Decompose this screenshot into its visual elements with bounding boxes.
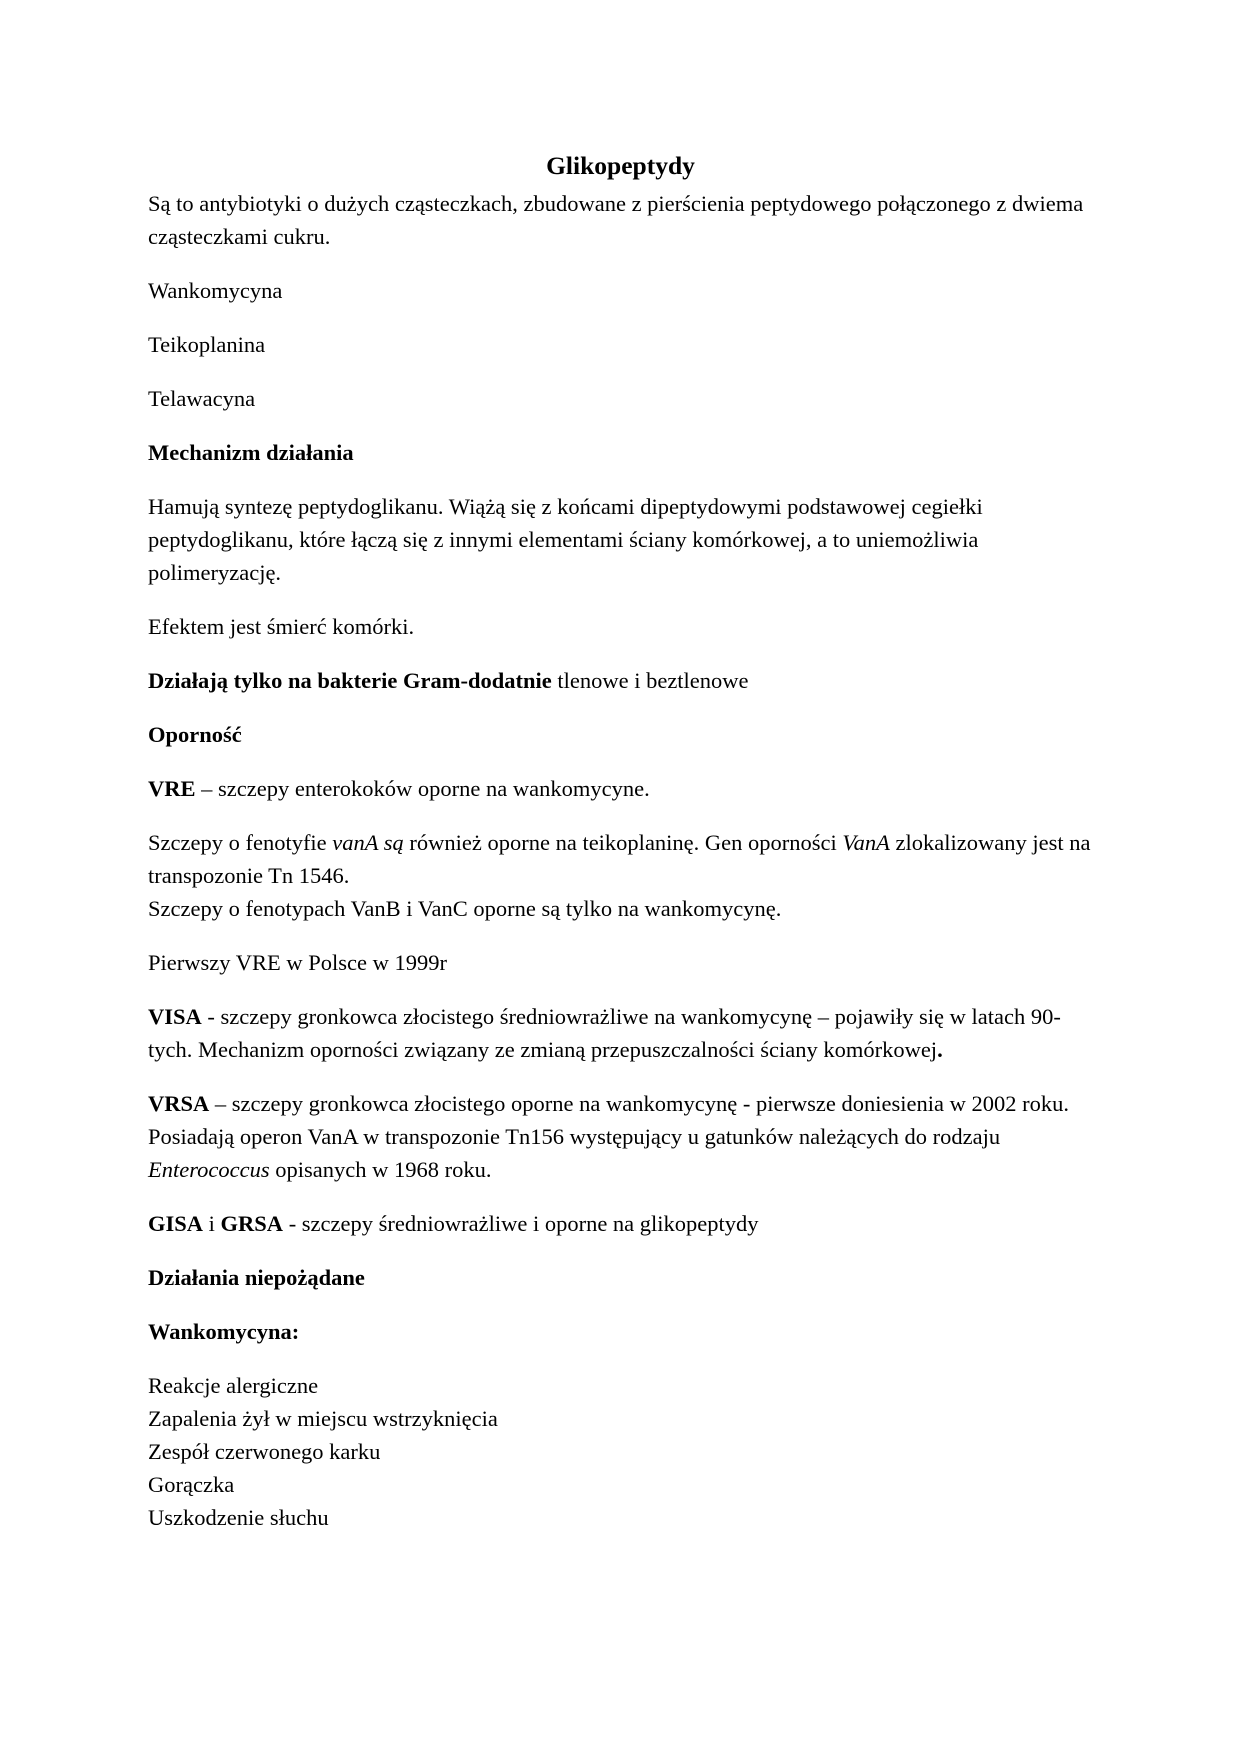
visa-paragraph (148, 1000, 1093, 1066)
vrsa-italic: Enterococcus (148, 1157, 270, 1182)
gisa-term: GISA (148, 1211, 204, 1236)
first-vre-paragraph: Pierwszy VRE w Polsce w 1999r (148, 950, 447, 975)
vre-term: VRE (148, 776, 196, 801)
spectrum-paragraph (148, 664, 1093, 697)
vrsa-text-1: – szczepy gronkowca złocistego oporne na wankomycynę - pierwsze doniesienia w 2002 roku. Posiadają operon VanA w transpozonie Tn156 występujący u gatunków należących do rodzaju (148, 1091, 1069, 1149)
spectrum-rest: tlenowe i beztlenowe (551, 668, 749, 693)
visa-end: . (937, 1037, 943, 1062)
gisa-and: i (203, 1211, 221, 1236)
vrsa-text-2: opisanych w 1968 roku. (269, 1157, 492, 1182)
list-item: Uszkodzenie słuchu (148, 1505, 329, 1530)
adverse-heading-text: Działania niepożądane (148, 1265, 365, 1290)
gisa-paragraph (148, 1207, 1093, 1240)
effect-paragraph: Efektem jest śmierć komórki. (148, 614, 415, 639)
mechanism-paragraph: Hamują syntezę peptydoglikanu. Wiążą się z końcami dipeptydowymi podstawowej cegiełki peptydoglikanu, które łączą się z innymi elementami ściany komórkowej, a to uniemożliwia polimeryzację. (148, 494, 983, 585)
document-body (148, 148, 1093, 1555)
phenotype-text-3: zlokalizowany jest na transpozonie Tn 1546. (148, 830, 1091, 888)
adverse-subheading-text: Wankomycyna: (148, 1319, 300, 1344)
adverse-heading (148, 1261, 1093, 1294)
list-item: Reakcje alergiczne (148, 1373, 319, 1398)
resistance-heading (148, 718, 1093, 751)
vre-description: – szczepy enterokoków oporne na wankomycyne. (195, 776, 650, 801)
mechanism-heading (148, 436, 1093, 469)
page-title: Glikopeptydy (546, 151, 695, 180)
vre-paragraph (148, 772, 1093, 805)
intro-paragraph: Są to antybiotyki o dużych cząsteczkach, zbudowane z pierścienia peptydowego połączonego z dwiema cząsteczkami cukru. (148, 191, 1084, 249)
vrsa-term: VRSA (148, 1091, 210, 1116)
phenotype-text-1: Szczepy o fenotyfie (148, 830, 333, 855)
list-item: Zespół czerwonego karku (148, 1439, 381, 1464)
visa-description: - szczepy gronkowca złocistego średniowrażliwe na wankomycynę – pojawiły się w latach 90-tych. Mechanizm oporności związany ze zmianą przepuszczalności ściany komórkowej (148, 1004, 1061, 1062)
mechanism-heading-text: Mechanizm działania (148, 440, 354, 465)
drug-item: Telawacyna (148, 386, 256, 411)
phenotype-line-2: Szczepy o fenotypach VanB i VanC oporne są tylko na wankomycynę. (148, 896, 782, 921)
spectrum-bold: Działają tylko na bakterie Gram-dodatnie (148, 668, 552, 693)
drug-item: Wankomycyna (148, 278, 283, 303)
phenotype-italic-1: vanA są (332, 830, 404, 855)
phenotype-italic-2: VanA (842, 830, 890, 855)
adverse-subheading (148, 1315, 1093, 1348)
list-item: Gorączka (148, 1472, 235, 1497)
drug-item: Teikoplanina (148, 332, 266, 357)
visa-term: VISA (148, 1004, 202, 1029)
resistance-heading-text: Oporność (148, 722, 242, 747)
phenotype-paragraph (148, 826, 1093, 925)
vrsa-paragraph (148, 1087, 1093, 1186)
gisa-description: - szczepy średniowrażliwe i oporne na glikopeptydy (283, 1211, 759, 1236)
phenotype-text-2: również oporne na teikoplaninę. Gen oporności (403, 830, 843, 855)
adverse-list (148, 1369, 1093, 1534)
list-item: Zapalenia żył w miejscu wstrzyknięcia (148, 1406, 498, 1431)
grsa-term: GRSA (220, 1211, 284, 1236)
